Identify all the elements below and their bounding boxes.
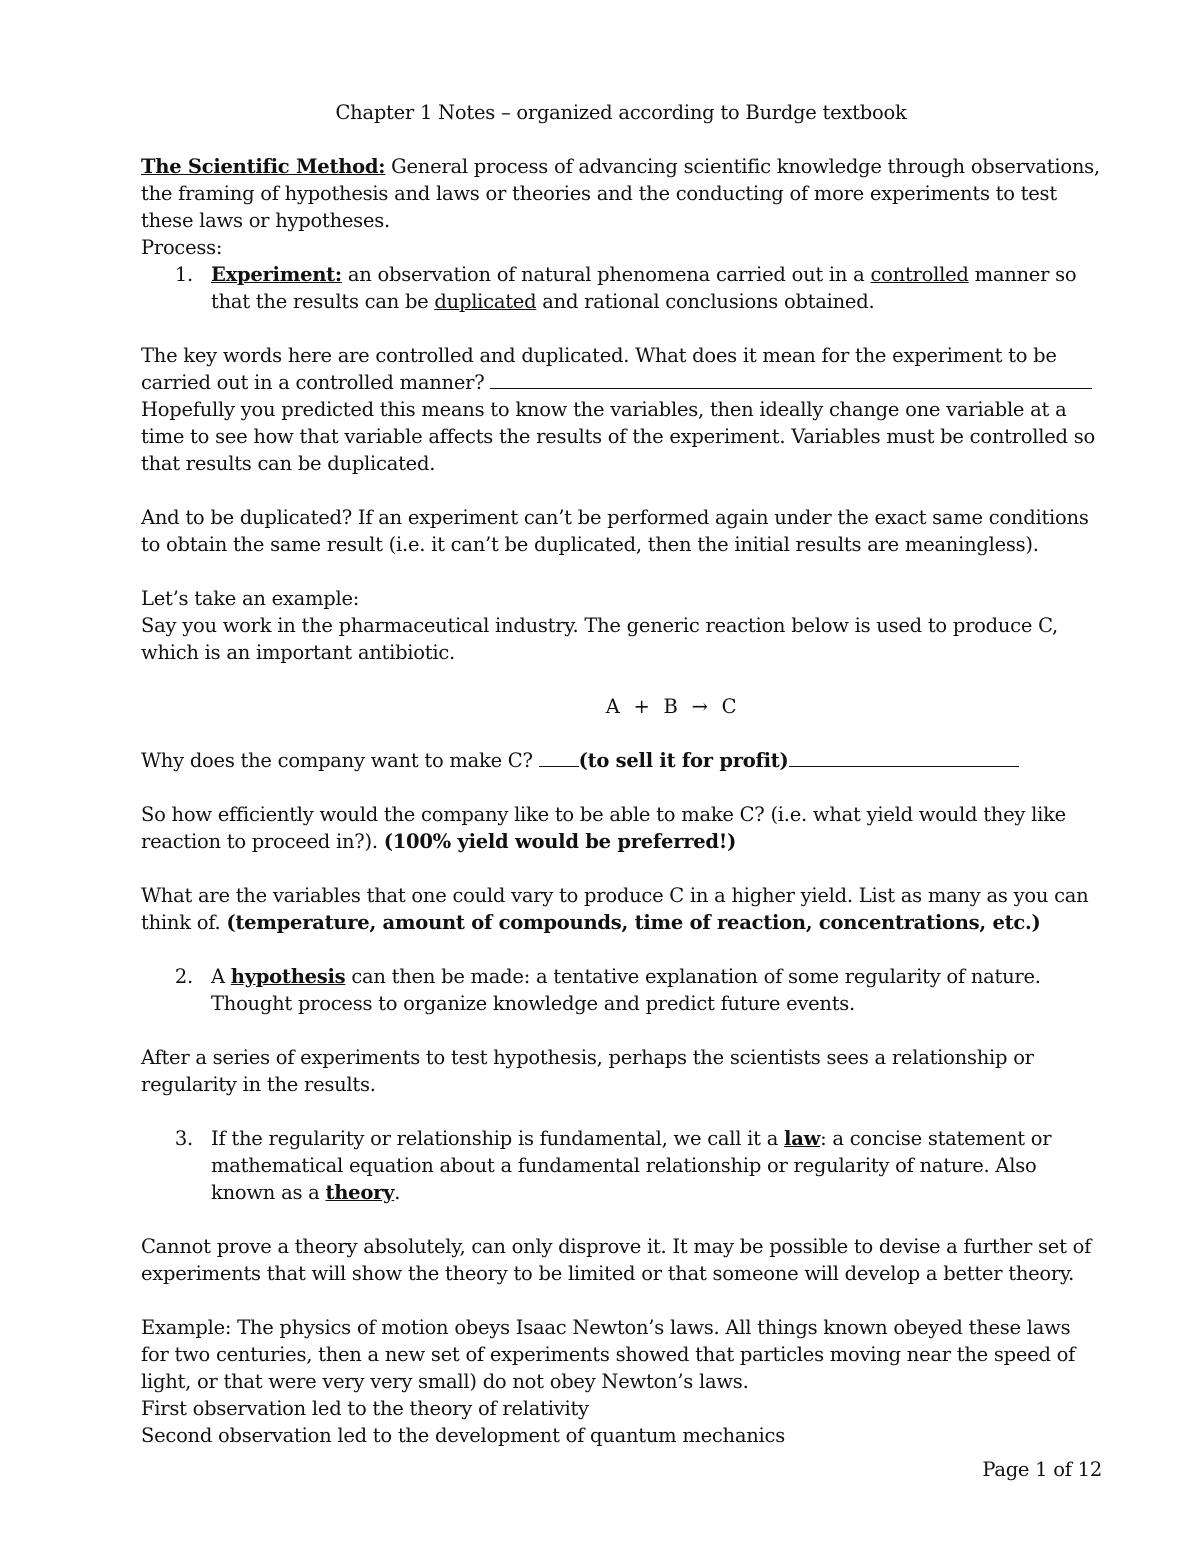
list-item-text	[211, 261, 1101, 315]
duplicated-paragraph: And to be duplicated? If an experiment can’t be performed again under the exact same conditions to obtain the same result (i.e. it can’t be duplicated, then the initial results are meaningless).	[141, 506, 1089, 556]
list-item-hypothesis	[141, 963, 1101, 1017]
experiment-text-3: and rational conclusions obtained.	[536, 290, 875, 313]
scientific-method-term: The Scientific Method:	[141, 155, 386, 178]
page-number: Page 1 of 12	[982, 1458, 1102, 1481]
process-label: Process:	[141, 236, 223, 259]
second-observation: Second observation led to the development of quantum mechanics	[141, 1424, 785, 1447]
law-term: law	[784, 1127, 821, 1150]
example-text: Say you work in the pharmaceutical industry. The generic reaction below is used to produce C, which is an important antibiotic.	[141, 614, 1059, 664]
list-number: 2.	[174, 965, 193, 988]
controlled-question-text: The key words here are controlled and duplicated. What does it mean for the experiment to be carried out in a controlled manner?	[141, 344, 1057, 394]
list-item-experiment	[141, 261, 1101, 315]
variables-answer: (temperature, amount of compounds, time of reaction, concentrations, etc.)	[226, 911, 1041, 934]
answer-blank	[789, 747, 1019, 767]
variables-question-text: What are the variables that one could vary to produce C in a higher yield. List as many as you can think of.	[141, 884, 1089, 934]
duplicated-word: duplicated	[434, 290, 537, 313]
hypothesis-text: can then be made: a tentative explanation of some regularity of nature. Thought process to organize knowledge and predict future events.	[211, 965, 1041, 1015]
efficiency-answer: (100% yield would be preferred!)	[383, 830, 737, 853]
why-question	[141, 747, 1101, 774]
list-item-text	[211, 1125, 1101, 1206]
list-item-text	[211, 963, 1101, 1017]
product-c: C	[721, 695, 737, 718]
scientific-method-paragraph	[141, 153, 1101, 234]
why-answer: (to sell it for profit)	[578, 749, 789, 772]
reaction-equation	[141, 693, 1101, 720]
reactant-b: B	[663, 695, 678, 718]
example-intro: Let’s take an example:	[141, 587, 360, 610]
hypothesis-term: hypothesis	[230, 965, 346, 988]
list-number: 1.	[174, 263, 193, 286]
variables-question	[141, 882, 1101, 936]
law-text-3: .	[394, 1181, 401, 1204]
law-text-2: : a concise statement or mathematical equation about a fundamental relationship or regularity of nature. Also known as a	[211, 1127, 1052, 1204]
plus-sign: +	[633, 695, 650, 718]
list-item-law	[141, 1125, 1101, 1206]
newton-example-paragraph: Example: The physics of motion obeys Isaac Newton’s laws. All things known obeyed these laws for two centuries, then a new set of experiments showed that particles moving near the speed of light, or that were very very small) do not obey Newton’s laws.	[141, 1316, 1076, 1393]
page-title: Chapter 1 Notes – organized according to Burdge textbook	[335, 101, 907, 124]
list-number: 3.	[174, 1127, 193, 1150]
first-observation: First observation led to the theory of relativity	[141, 1397, 589, 1420]
efficiency-question-text: So how efficiently would the company like to be able to make C? (i.e. what yield would they like reaction to proceed in?).	[141, 803, 1066, 853]
after-series-paragraph: After a series of experiments to test hypothesis, perhaps the scientists sees a relationship or regularity in the results.	[141, 1046, 1034, 1096]
scientific-method-definition: General process of advancing scientific knowledge through observations, the framing of hypothesis and laws or theories and the conducting of more experiments to test these laws or hypotheses.	[141, 155, 1100, 232]
document-body	[141, 153, 1101, 1449]
answer-blank	[539, 747, 579, 767]
theory-term: theory	[325, 1181, 395, 1204]
answer-blank	[490, 369, 1092, 389]
hypothesis-pre: A	[211, 965, 231, 988]
reactant-a: A	[605, 695, 620, 718]
efficiency-question	[141, 801, 1101, 855]
cannot-prove-paragraph: Cannot prove a theory absolutely, can only disprove it. It may be possible to devise a further set of experiments that will show the theory to be limited or that someone will develop a better theory.	[141, 1235, 1092, 1285]
reaction-arrow: →	[691, 695, 708, 718]
experiment-term: Experiment:	[211, 263, 342, 286]
experiment-text-1: an observation of natural phenomena carried out in a	[341, 263, 871, 286]
controlled-answer: Hopefully you predicted this means to know the variables, then ideally change one variable at a time to see how that variable affects the results of the experiment. Variables must be controlled so that results can be duplicated.	[141, 398, 1095, 475]
experiment-text-2: manner so that the results can be	[211, 263, 1077, 313]
controlled-word: controlled	[870, 263, 969, 286]
law-text-1: If the regularity or relationship is fundamental, we call it a	[211, 1127, 785, 1150]
controlled-question	[141, 342, 1101, 396]
why-question-text: Why does the company want to make C?	[141, 749, 539, 772]
